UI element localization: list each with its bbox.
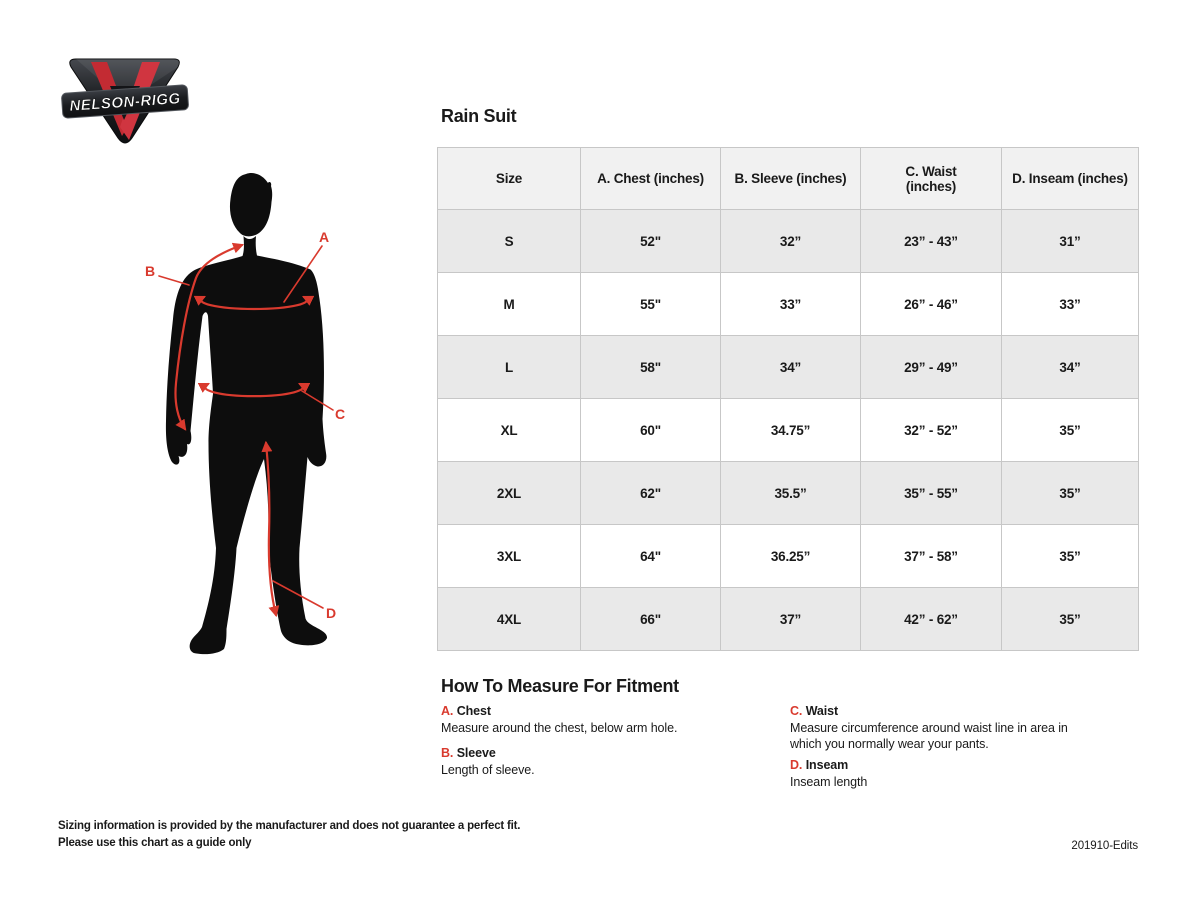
cell-sleeve: 35.5” [721, 462, 861, 525]
col-header-inseam: D. Inseam (inches) [1002, 148, 1139, 210]
table-header-row [438, 148, 1139, 210]
figure-label-b: B [145, 263, 156, 279]
cell-chest: 52" [581, 210, 721, 273]
table-row [438, 210, 1139, 273]
cell-size: XL [438, 399, 581, 462]
cell-chest: 62" [581, 462, 721, 525]
cell-inseam: 33” [1002, 273, 1139, 336]
disclaimer-note [58, 818, 520, 851]
cell-chest: 66" [581, 588, 721, 651]
cell-waist: 32” - 52” [861, 399, 1002, 462]
table-row [438, 336, 1139, 399]
cell-inseam: 35” [1002, 399, 1139, 462]
cell-waist: 35” - 55” [861, 462, 1002, 525]
cell-inseam: 35” [1002, 462, 1139, 525]
disclaimer-line-2: Please use this chart as a guide only [58, 836, 252, 849]
cell-sleeve: 34” [721, 336, 861, 399]
cell-size: M [438, 273, 581, 336]
table-row [438, 525, 1139, 588]
cell-size: 3XL [438, 525, 581, 588]
cell-chest: 64" [581, 525, 721, 588]
measure-item-description: Length of sleeve. [441, 762, 535, 777]
cell-chest: 60" [581, 399, 721, 462]
measure-item-description: Measure circumference around waist line in area in which you normally wear your pants. [790, 720, 1068, 751]
how-to-measure-heading: How To Measure For Fitment [441, 676, 679, 696]
cell-waist: 23” - 43” [861, 210, 1002, 273]
cell-waist: 37” - 58” [861, 525, 1002, 588]
cell-inseam: 31” [1002, 210, 1139, 273]
col-header-chest: A. Chest (inches) [581, 148, 721, 210]
measure-item-inseam [790, 757, 1120, 790]
nelson-rigg-logo-icon [60, 50, 190, 150]
measurement-figure [142, 163, 354, 665]
measure-item-sleeve [441, 745, 771, 778]
cell-waist: 29” - 49” [861, 336, 1002, 399]
cell-sleeve: 37” [721, 588, 861, 651]
product-title: Rain Suit [441, 106, 517, 126]
measure-item-label: B. Sleeve [441, 746, 496, 760]
brand-logo [60, 50, 190, 150]
figure-label-c: C [335, 406, 346, 422]
cell-size: S [438, 210, 581, 273]
brand-name-text: NELSON-RIGG [68, 90, 182, 115]
cell-sleeve: 36.25” [721, 525, 861, 588]
col-header-sleeve: B. Sleeve (inches) [721, 148, 861, 210]
col-header-size: Size [438, 148, 581, 210]
cell-waist: 42” - 62” [861, 588, 1002, 651]
body-silhouette-icon [142, 163, 354, 665]
cell-sleeve: 32” [721, 210, 861, 273]
measure-item-description: Measure around the chest, below arm hole. [441, 720, 678, 735]
table-row [438, 273, 1139, 336]
cell-inseam: 35” [1002, 588, 1139, 651]
document-reference: 201910-Edits [1071, 840, 1138, 852]
measure-item-description: Inseam length [790, 774, 868, 789]
cell-size: 2XL [438, 462, 581, 525]
measure-item-waist [790, 703, 1100, 753]
figure-label-d: D [326, 605, 337, 621]
col-header-waist: C. Waist (inches) [861, 148, 1002, 210]
size-table [437, 147, 1139, 651]
measure-item-chest [441, 703, 771, 736]
cell-sleeve: 34.75” [721, 399, 861, 462]
disclaimer-line-1: Sizing information is provided by the manufacturer and does not guarantee a perfect fit. [58, 820, 521, 832]
cell-waist: 26” - 46” [861, 273, 1002, 336]
measure-item-label: C. Waist [790, 704, 839, 718]
cell-size: L [438, 336, 581, 399]
cell-size: 4XL [438, 588, 581, 651]
cell-inseam: 34” [1002, 336, 1139, 399]
cell-chest: 58" [581, 336, 721, 399]
silhouette-head [230, 173, 272, 236]
figure-label-a: A [319, 229, 330, 245]
table-row [438, 399, 1139, 462]
table-row [438, 462, 1139, 525]
measure-item-label: D. Inseam [790, 758, 849, 772]
cell-chest: 55" [581, 273, 721, 336]
cell-sleeve: 33” [721, 273, 861, 336]
table-row [438, 588, 1139, 651]
measure-item-label: A. Chest [441, 704, 491, 718]
cell-inseam: 35” [1002, 525, 1139, 588]
